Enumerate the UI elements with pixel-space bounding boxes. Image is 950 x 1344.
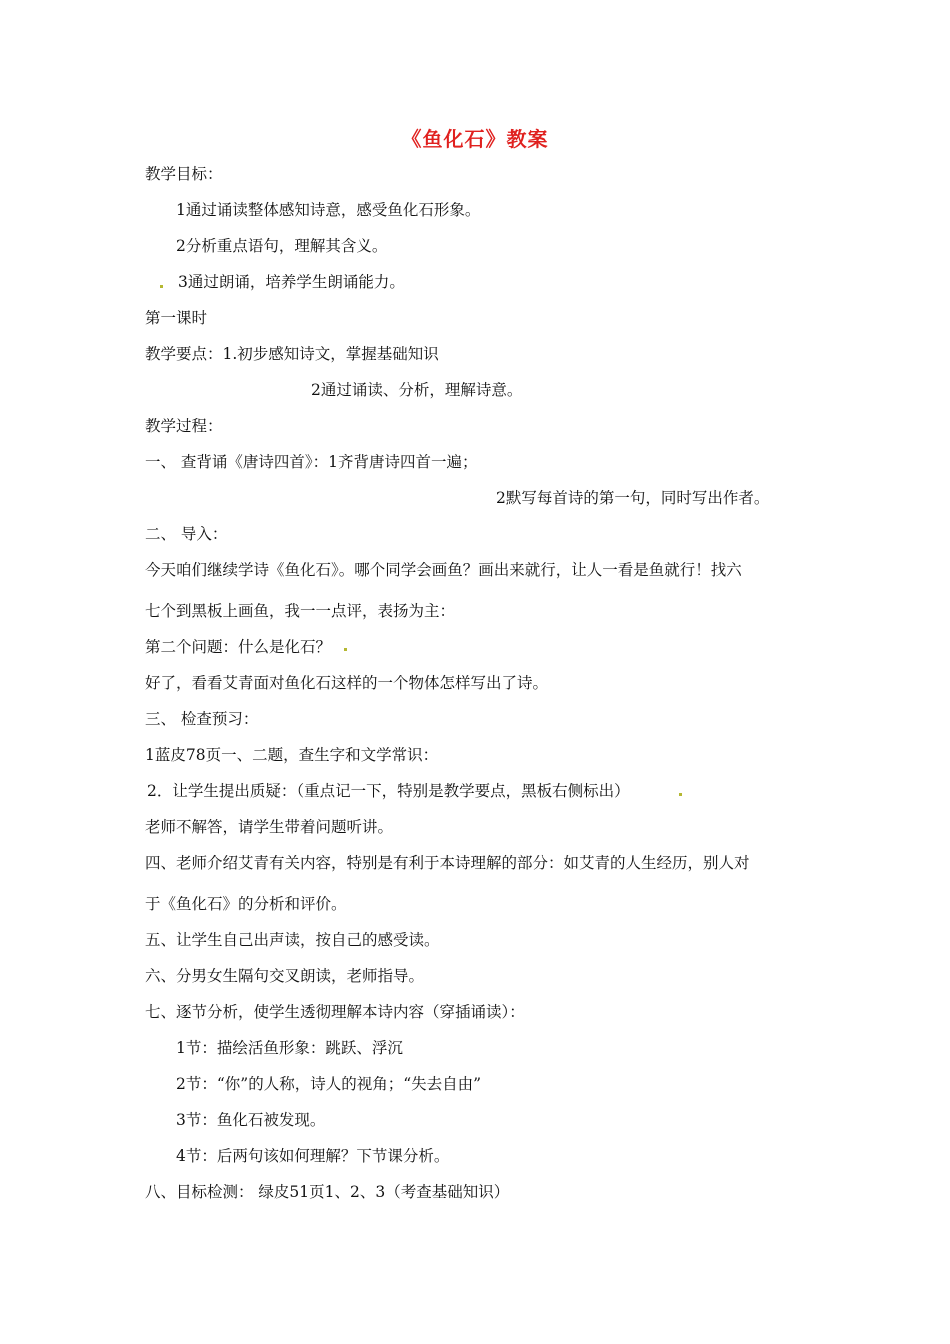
text-line: 1通过诵读整体感知诗意，感受鱼化石形象。	[176, 201, 481, 219]
scan-speck	[160, 285, 163, 288]
text-line: 4节：后两句该如何理解？下节课分析。	[176, 1147, 450, 1165]
text-line: 2默写每首诗的第一句，同时写出作者。	[496, 489, 770, 507]
text-line: 1节：描绘活鱼形象：跳跃、浮沉	[176, 1039, 403, 1057]
text-line: 教学目标：	[145, 165, 223, 183]
text-line: 3通过朗诵，培养学生朗诵能力。	[178, 273, 405, 291]
text-line: 2分析重点语句，理解其含义。	[176, 237, 388, 255]
text-line: 1蓝皮78页一、二题，查生字和文学常识：	[145, 746, 439, 764]
text-line: 2通过诵读、分析，理解诗意。	[311, 381, 523, 399]
text-line: 3节：鱼化石被发现。	[176, 1111, 326, 1129]
text-line: 五、让学生自己出声读，按自己的感受读。	[145, 931, 440, 949]
text-line: 教学要点：1.初步感知诗文，掌握基础知识	[145, 345, 439, 363]
text-line: 老师不解答，请学生带着问题听讲。	[145, 818, 394, 836]
text-line: 三、 检查预习：	[145, 710, 259, 728]
text-line: 六、分男女生隔句交叉朗读，老师指导。	[145, 967, 425, 985]
scan-speck	[344, 648, 347, 651]
text-line: 四、老师介绍艾青有关内容，特别是有利于本诗理解的部分：如艾青的人生经历，别人对	[145, 854, 750, 872]
text-line: 于《鱼化石》的分析和评价。	[145, 895, 347, 913]
text-line: 2节：“你”的人称，诗人的视角；“失去自由”	[176, 1075, 482, 1093]
text-line: 2．让学生提出质疑：（重点记一下，特别是教学要点，黑板右侧标出）	[147, 782, 630, 800]
text-line: 七、逐节分析，使学生透彻理解本诗内容（穿插诵读）：	[145, 1003, 525, 1021]
text-line: 教学过程：	[145, 417, 223, 435]
text-line: 今天咱们继续学诗《鱼化石》。哪个同学会画鱼？画出来就行，让人一看是鱼就行！找六	[145, 561, 742, 579]
text-line: 好了，看看艾青面对鱼化石这样的一个物体怎样写出了诗。	[145, 674, 549, 692]
text-line: 七个到黑板上画鱼，我一一点评，表扬为主：	[145, 602, 456, 620]
document-title: 《鱼化石》教案	[401, 127, 549, 151]
text-line: 第一课时	[145, 309, 208, 327]
text-line: 八、目标检测： 绿皮51页1、2、3（考查基础知识）	[145, 1183, 510, 1201]
scan-speck	[679, 793, 682, 796]
text-line: 一、 查背诵《唐诗四首》：1齐背唐诗四首一遍；	[145, 453, 478, 471]
text-line: 二、 导入：	[145, 525, 228, 543]
text-line: 第二个问题：什么是化石？	[145, 638, 332, 656]
